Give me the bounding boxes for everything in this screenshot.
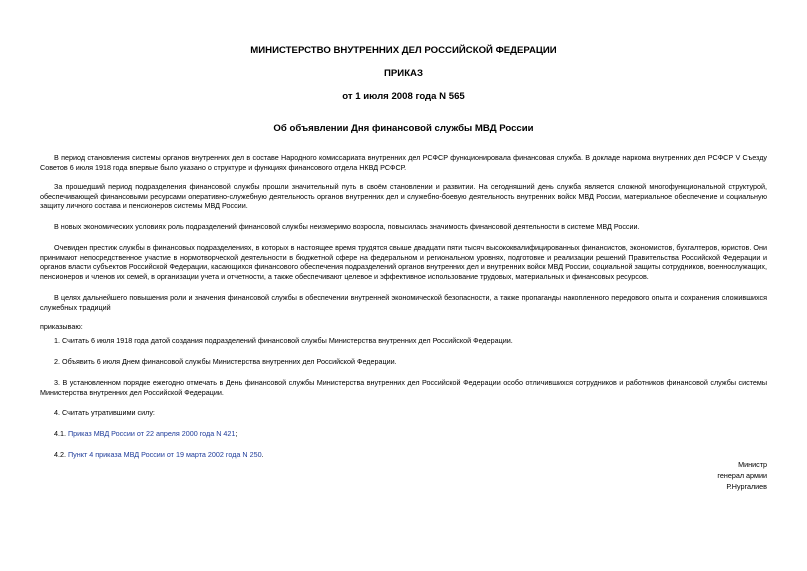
signature-rank: генерал армии bbox=[717, 471, 767, 480]
order-item-4-2 bbox=[54, 450, 264, 460]
item-4-2-suffix: . bbox=[261, 450, 264, 459]
order-item-2: 2. Объявить 6 июля Днем финансовой службы Министерства внутренних дел Российской Федерации. bbox=[54, 357, 397, 366]
paragraph-purpose: В целях дальнейшего повышения роли и значения финансовой службы в обеспечении внутренней экономической безопасности, а также пропаганды накопленного передового опыта и сохранения сложившихся служебных традиций bbox=[40, 293, 767, 312]
order-word: приказываю: bbox=[40, 322, 83, 331]
order-item-4-1 bbox=[54, 429, 237, 439]
paragraph-history: В период становления системы органов внутренних дел в составе Народного комиссариата внутренних дел РСФСР функционировала финансовая служба. В докладе наркома внутренних дел РСФСР V Съезду Советов 6 июля 1918 года впервые было указано о структуре и функциях финансового отдела НКВД РСФСР. bbox=[40, 153, 767, 172]
order-item-1: 1. Считать 6 июля 1918 года датой создания подразделений финансовой службы Министерства внутренних дел Российской Федерации. bbox=[54, 336, 513, 345]
document-title: Об объявлении Дня финансовой службы МВД России bbox=[273, 123, 534, 134]
order-250-point-4-link[interactable]: Пункт 4 приказа МВД России от 19 марта 2002 года N 250 bbox=[68, 450, 262, 459]
item-4-2-prefix: 4.2. bbox=[54, 450, 66, 459]
order-item-3: 3. В установленном порядке ежегодно отмечать в День финансовой службы Министерства внутренних дел Российской Федерации особо отличившихся сотрудников и работников финансовой службы системы Министерства внутренних дел Российской Федерации. bbox=[40, 378, 767, 397]
item-4-1-prefix: 4.1. bbox=[54, 429, 66, 438]
paragraph-prestige: Очевиден престиж службы в финансовых подразделениях, в которых в настоящее время трудятся свыше двадцати пяти тысяч высококвалифицированных финансистов, экономистов, бухгалтеров, юристов. Они принимают непосредственное участие в нормотворческой деятельности в бюджетной сфере на федеральном и региональном уровнях, подготовке и реализации решений Правительства Российской Федерации и органов власти субъектов Российской Федерации, касающихся финансового обеспечения подразделений органов внутренних дел и внутренних войск МВД России, социальной защиты сотрудников, военнослужащих, пенсионеров и членов их семей, в организации учета и отчетности, а также обеспечивают целевое и эффективное использование трудовых, материальных и финансовых ресурсов. bbox=[40, 243, 767, 281]
ministry-heading: МИНИСТЕРСТВО ВНУТРЕННИХ ДЕЛ РОССИЙСКОЙ ФЕДЕРАЦИИ bbox=[250, 45, 557, 56]
signature-position: Министр bbox=[738, 460, 767, 469]
paragraph-new-conditions: В новых экономических условиях роль подразделений финансовой службы неизмеримо возросла, повысилась значимость финансовой деятельности в системе МВД России. bbox=[54, 222, 640, 231]
order-421-link[interactable]: Приказ МВД России от 22 апреля 2000 года N 421 bbox=[68, 429, 236, 438]
order-item-4: 4. Считать утратившими силу: bbox=[54, 408, 155, 417]
item-4-1-suffix: ; bbox=[235, 429, 238, 438]
doc-type-heading: ПРИКАЗ bbox=[384, 68, 423, 79]
paragraph-development: За прошедший период подразделения финансовой службы прошли значительный путь в своём становлении и развитии. На сегодняшний день служба является сложной многофункциональной структурой, обеспечивающей финансовыми ресурсами оперативно-служебную деятельность органов внутренних дел и служебно-боевую деятельность внутренних войск МВД России, материальное обеспечение и социальную защиту личного состава и пенсионеров системы МВД России. bbox=[40, 182, 767, 211]
signature-name: Р.Нургалиев bbox=[726, 482, 767, 491]
date-number-heading: от 1 июля 2008 года N 565 bbox=[342, 91, 465, 102]
